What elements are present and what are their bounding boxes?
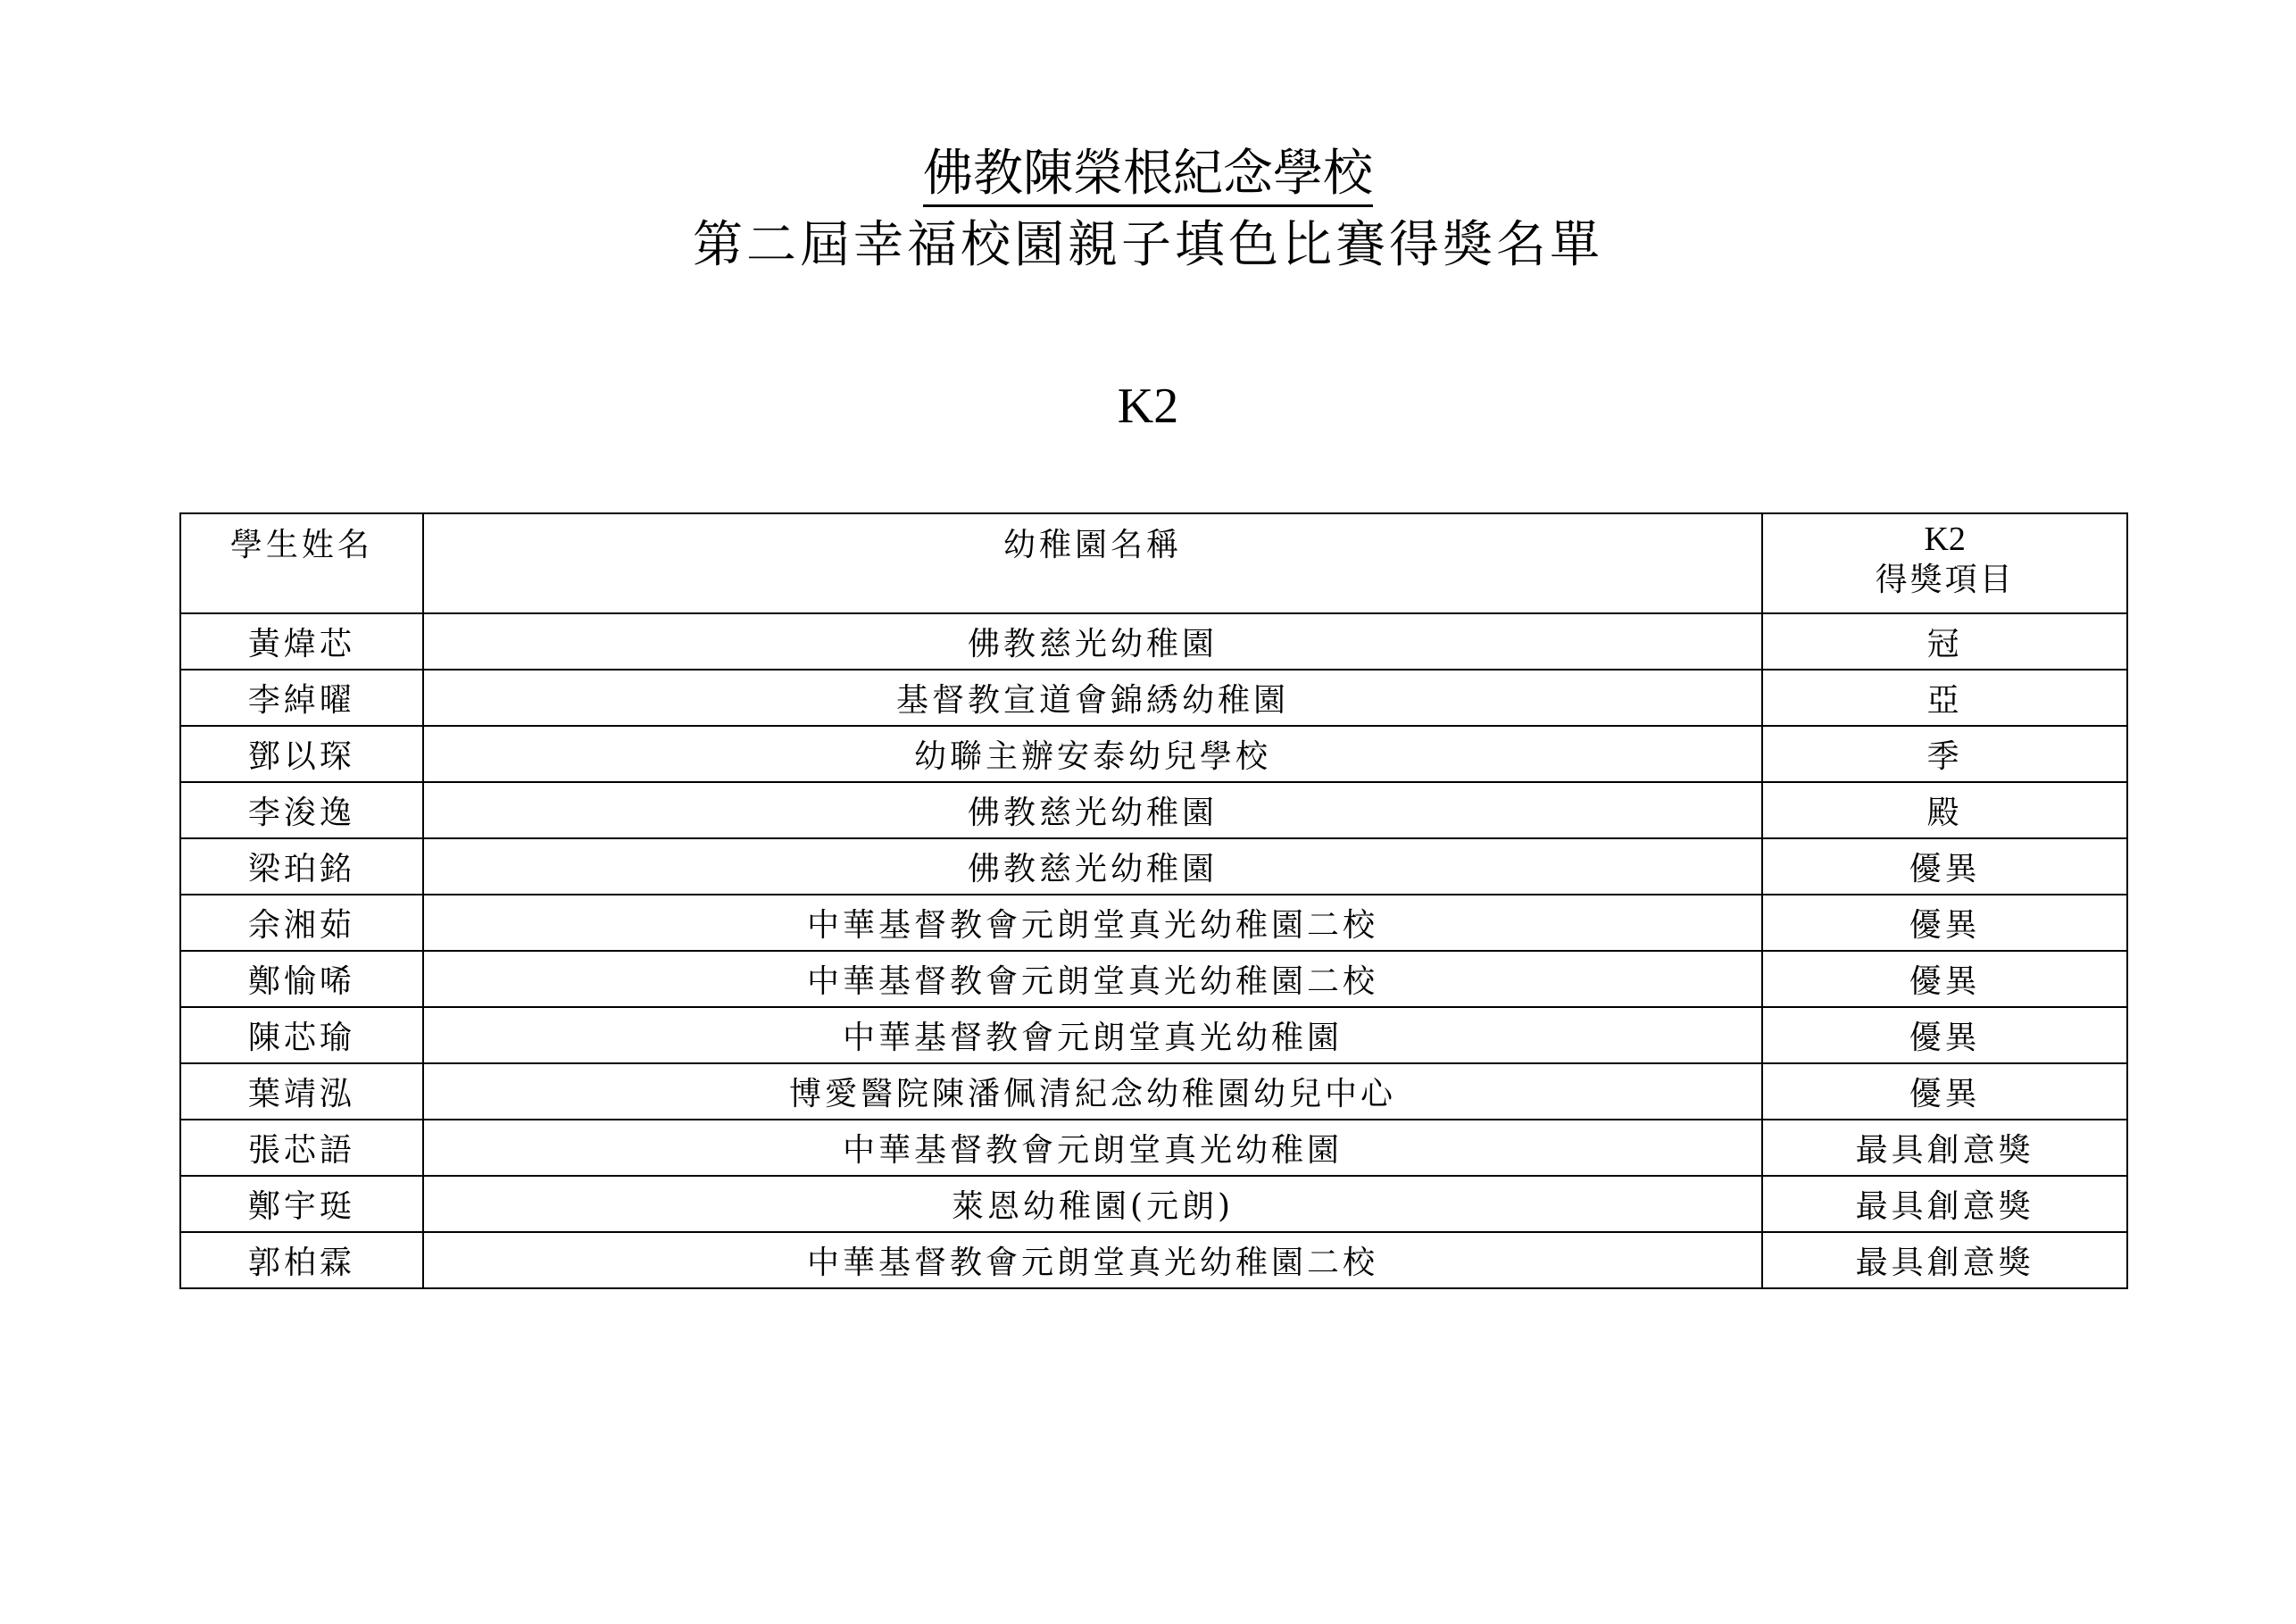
table-row xyxy=(180,951,2127,1007)
award-cell: 優異 xyxy=(1762,1007,2127,1063)
kindergarten-cell: 基督教宣道會錦綉幼稚園 xyxy=(423,670,1763,726)
student-name-cell: 陳芯瑜 xyxy=(180,1007,423,1063)
student-name-cell: 鄭宇珽 xyxy=(180,1176,423,1232)
table-row xyxy=(180,838,2127,895)
student-name-cell: 梁珀銘 xyxy=(180,838,423,895)
student-name-cell: 余湘茹 xyxy=(180,895,423,951)
award-cell: 優異 xyxy=(1762,895,2127,951)
school-name-text: 佛教陳榮根紀念學校 xyxy=(923,145,1373,207)
kindergarten-cell: 萊恩幼稚園(元朗) xyxy=(423,1176,1763,1232)
kindergarten-cell: 中華基督教會元朗堂真光幼稚園二校 xyxy=(423,1232,1763,1288)
kindergarten-cell: 幼聯主辦安泰幼兒學校 xyxy=(423,726,1763,782)
kindergarten-cell: 佛教慈光幼稚園 xyxy=(423,782,1763,838)
kindergarten-cell: 中華基督教會元朗堂真光幼稚園 xyxy=(423,1120,1763,1176)
kindergarten-cell: 中華基督教會元朗堂真光幼稚園 xyxy=(423,1007,1763,1063)
table-row xyxy=(180,726,2127,782)
school-name xyxy=(0,143,2296,205)
award-cell: 優異 xyxy=(1762,838,2127,895)
award-cell: 最具創意獎 xyxy=(1762,1232,2127,1288)
awards-table xyxy=(179,512,2128,1289)
table-row xyxy=(180,1176,2127,1232)
kindergarten-cell: 中華基督教會元朗堂真光幼稚園二校 xyxy=(423,951,1763,1007)
award-cell: 優異 xyxy=(1762,1063,2127,1120)
table-row xyxy=(180,895,2127,951)
kindergarten-cell: 中華基督教會元朗堂真光幼稚園二校 xyxy=(423,895,1763,951)
table-row xyxy=(180,1232,2127,1288)
kindergarten-cell: 博愛醫院陳潘佩清紀念幼稚園幼兒中心 xyxy=(423,1063,1763,1120)
page-title: 第二屆幸福校園親子填色比賽得獎名單 xyxy=(693,216,1603,274)
student-name-cell: 郭柏霖 xyxy=(180,1232,423,1288)
header-award xyxy=(1762,513,2127,613)
header-kindergarten-name: 幼稚園名稱 xyxy=(423,513,1763,613)
student-name-cell: 黃煒芯 xyxy=(180,613,423,670)
award-cell: 優異 xyxy=(1762,951,2127,1007)
kindergarten-cell: 佛教慈光幼稚園 xyxy=(423,838,1763,895)
award-cell: 最具創意獎 xyxy=(1762,1176,2127,1232)
table-row xyxy=(180,613,2127,670)
student-name-cell: 葉靖泓 xyxy=(180,1063,423,1120)
table-row xyxy=(180,1063,2127,1120)
table-row xyxy=(180,1120,2127,1176)
table-row xyxy=(180,670,2127,726)
award-cell: 最具創意獎 xyxy=(1762,1120,2127,1176)
header-award-label: 得獎項目 xyxy=(1875,562,2015,598)
student-name-cell: 鄧以琛 xyxy=(180,726,423,782)
student-name-cell: 鄭愉唏 xyxy=(180,951,423,1007)
table-row xyxy=(180,1007,2127,1063)
award-cell: 亞 xyxy=(1762,670,2127,726)
header-student-name: 學生姓名 xyxy=(180,513,423,613)
student-name-cell: 李綽曜 xyxy=(180,670,423,726)
student-name-cell: 張芯語 xyxy=(180,1120,423,1176)
level-heading: K2 xyxy=(1117,379,1179,434)
award-cell: 殿 xyxy=(1762,782,2127,838)
header-award-level: K2 xyxy=(1924,521,1966,558)
table-row xyxy=(180,782,2127,838)
table-body xyxy=(180,613,2127,1288)
award-cell: 冠 xyxy=(1762,613,2127,670)
award-cell: 季 xyxy=(1762,726,2127,782)
student-name-cell: 李浚逸 xyxy=(180,782,423,838)
table-header-row xyxy=(180,513,2127,613)
kindergarten-cell: 佛教慈光幼稚園 xyxy=(423,613,1763,670)
